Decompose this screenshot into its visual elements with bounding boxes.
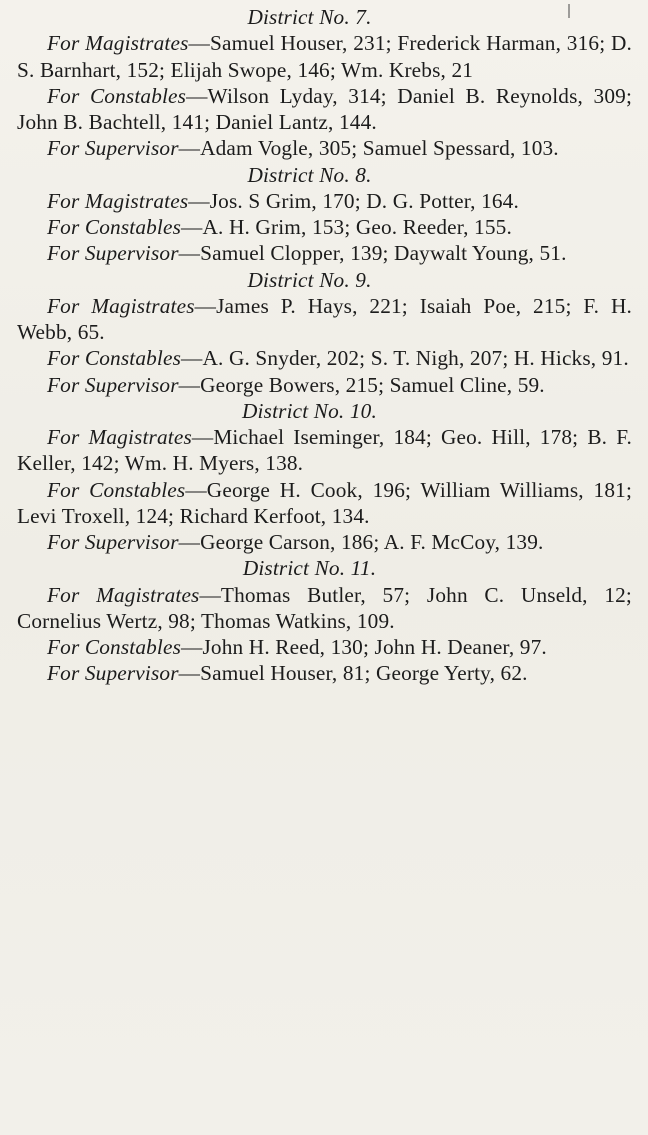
candidate-votes: —Adam Vogle, 305; Samuel Spessard, 103. bbox=[178, 136, 559, 161]
vote-entry bbox=[17, 372, 632, 398]
district-heading: District No. 8. bbox=[247, 162, 372, 187]
candidate-votes: —Michael Iseminger, 184; Geo. Hill, 178; B. F. Keller, 142; Wm. H. Myers, 138. bbox=[17, 425, 632, 476]
candidate-votes: —Samuel Houser, 81; George Yerty, 62. bbox=[178, 661, 528, 686]
district-section bbox=[17, 267, 632, 398]
district-heading: District No. 7. bbox=[247, 5, 372, 29]
candidate-votes: —John H. Reed, 130; John H. Deaner, 97. bbox=[181, 635, 547, 659]
office-label: For Supervisor bbox=[47, 372, 179, 397]
office-label: For Supervisor bbox=[47, 136, 179, 161]
candidate-votes: —Samuel Clopper, 139; Daywalt Young, 51. bbox=[178, 241, 567, 266]
office-label: For Magistrates bbox=[47, 188, 189, 213]
vote-entry bbox=[17, 477, 632, 530]
vote-entry bbox=[17, 529, 632, 555]
vote-entry bbox=[17, 30, 632, 83]
district-section bbox=[17, 162, 632, 267]
office-label: For Supervisor bbox=[47, 241, 179, 266]
candidate-votes: —A. H. Grim, 153; Geo. Reeder, 155. bbox=[181, 215, 512, 239]
candidate-votes: —Samuel Houser, 231; Frederick Harman, 316; D. S. Barnhart, 152; Elijah Swope, 146; Wm. Krebs, 21 bbox=[17, 31, 632, 82]
office-label: For Constables bbox=[47, 635, 182, 659]
vote-entry bbox=[17, 135, 632, 161]
candidate-votes: —A. G. Snyder, 202; S. T. Nigh, 207; H. Hicks, 91. bbox=[181, 346, 629, 371]
vote-entry bbox=[17, 634, 632, 660]
office-label: For Constables bbox=[47, 215, 182, 239]
district-heading: District No. 9. bbox=[247, 267, 372, 292]
vote-entry bbox=[17, 424, 632, 477]
candidate-votes: —George Bowers, 215; Samuel Cline, 59. bbox=[178, 372, 545, 397]
candidate-votes: —George Carson, 186; A. F. McCoy, 139. bbox=[178, 530, 544, 554]
office-label: For Constables bbox=[47, 346, 182, 371]
candidate-votes: —James P. Hays, 221; Isaiah Poe, 215; F. H. Webb, 65. bbox=[17, 293, 632, 344]
vote-entry bbox=[17, 582, 632, 635]
district-section bbox=[17, 555, 632, 686]
vote-entry bbox=[17, 293, 632, 346]
vote-entry bbox=[17, 83, 632, 136]
district-section bbox=[17, 4, 632, 162]
vote-entry bbox=[17, 345, 632, 371]
district-heading: District No. 11. bbox=[242, 556, 377, 581]
office-label: For Magistrates bbox=[47, 582, 200, 607]
office-label: For Constables bbox=[47, 477, 186, 502]
district-section bbox=[17, 398, 632, 556]
office-label: For Magistrates bbox=[47, 425, 192, 449]
office-label: For Magistrates bbox=[47, 31, 189, 56]
office-label: For Supervisor bbox=[47, 530, 179, 554]
district-heading: District No. 10. bbox=[242, 398, 377, 423]
candidate-votes: —Thomas Butler, 57; John C. Unseld, 12; Cornelius Wertz, 98; Thomas Watkins, 109. bbox=[17, 582, 632, 633]
vote-entry bbox=[17, 240, 632, 266]
vote-entry bbox=[17, 214, 632, 240]
candidate-votes: —Jos. S Grim, 170; D. G. Potter, 164. bbox=[188, 188, 519, 213]
office-label: For Constables bbox=[47, 83, 187, 108]
election-results-column bbox=[17, 4, 632, 687]
vote-entry bbox=[17, 660, 632, 686]
office-label: For Magistrates bbox=[47, 293, 195, 318]
vote-entry bbox=[17, 188, 632, 214]
candidate-votes: —Wilson Lyday, 314; Daniel B. Reynolds, 309; John B. Bachtell, 141; Daniel Lantz, 144. bbox=[17, 83, 633, 134]
office-label: For Supervisor bbox=[47, 661, 179, 686]
candidate-votes: —George H. Cook, 196; William Williams, 181; Levi Troxell, 124; Richard Kerfoot, 134. bbox=[17, 477, 633, 528]
